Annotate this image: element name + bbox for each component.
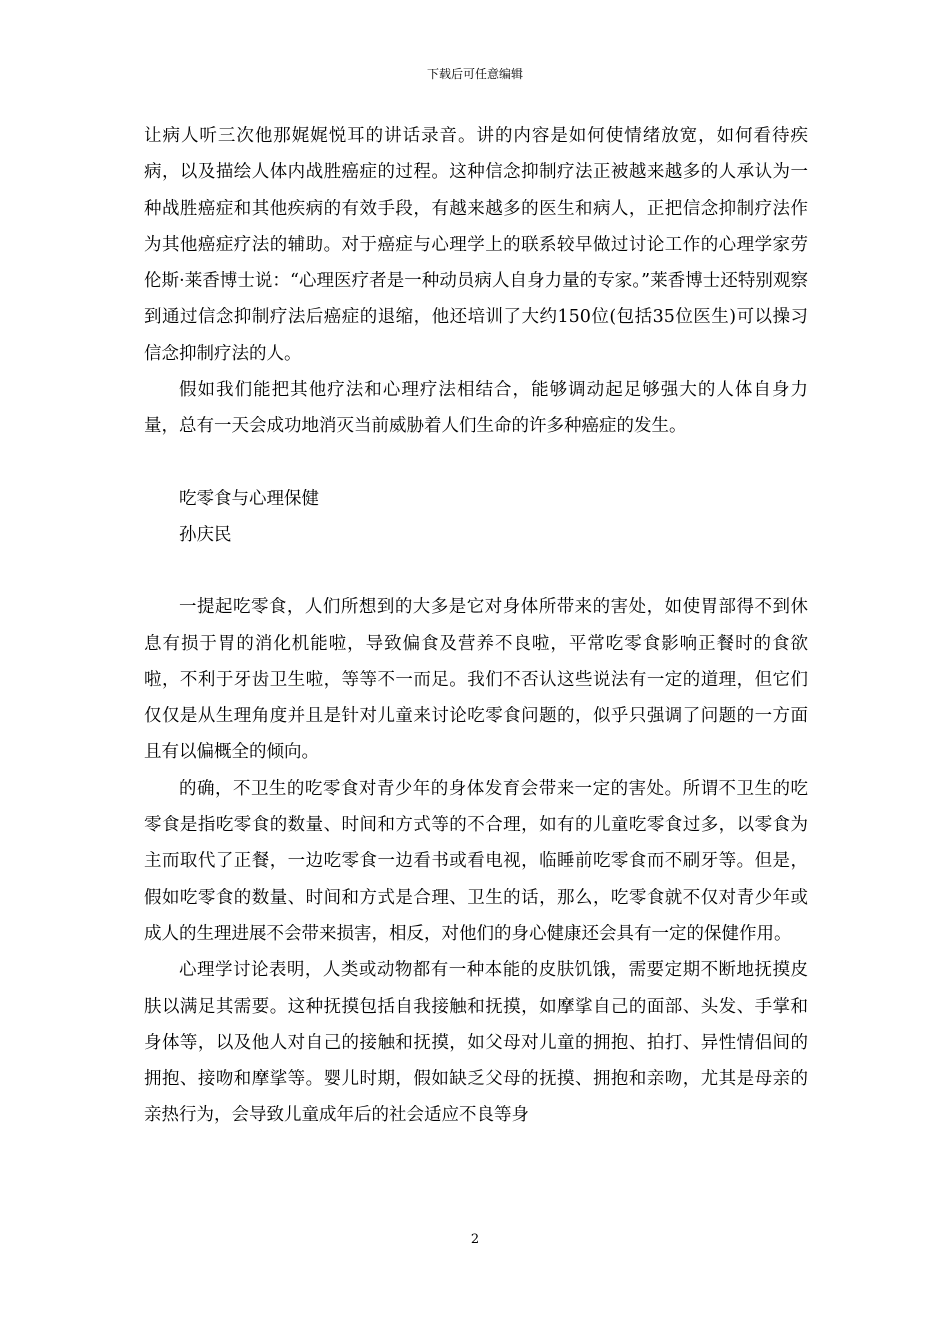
document-body: [144, 118, 808, 1134]
header-note: 下载后可任意编辑: [426, 67, 523, 81]
article-title: 吃零食与心理保健: [179, 488, 319, 509]
paragraph: 心理学讨论表明，人类或动物都有一种本能的皮肤饥饿，需要定期不断地抚摸皮肤以满足其需要。这种抚摸包括自我接触和抚摸，如摩挲自己的面部、头发、手掌和身体等，以及他人对自己的接触和抚摸，如父母对儿童的拥抱、拍打、异性情侣间的拥抱、接吻和摩挲等。婴儿时期，假如缺乏父母的抚摸、拥抱和亲吻，尤其是母亲的亲热行为，会导致儿童成年后的社会适应不良等身: [144, 960, 808, 1126]
paragraph: 一提起吃零食，人们所想到的大多是它对身体所带来的害处，如使胃部得不到休息有损于胃的消化机能啦，导致偏食及营养不良啦，平常吃零食影响正餐时的食欲啦，不利于牙齿卫生啦，等等不一而足。我们不否认这些说法有一定的道理，但它们仅仅是从生理角度并且是针对儿童来讨论吃零食问题的，似乎只强调了问题的一方面且有以偏概全的倾向。: [144, 597, 808, 763]
spacer: [144, 553, 808, 589]
paragraph: 假如我们能把其他疗法和心理疗法相结合，能够调动起足够强大的人体自身力量，总有一天会成功地消灭当前威胁着人们生命的许多种癌症的发生。: [144, 380, 808, 437]
article-author: 孙庆民: [179, 524, 232, 545]
spacer: [144, 445, 808, 481]
paragraph: 的确，不卫生的吃零食对青少年的身体发育会带来一定的害处。所谓不卫生的吃零食是指吃零食的数量、时间和方式等的不合理，如有的儿童吃零食过多，以零食为主而取代了正餐，一边吃零食一边看书或看电视，临睡前吃零食而不刷牙等。但是，假如吃零食的数量、时间和方式是合理、卫生的话，那么，吃零食就不仅对青少年或成人的生理进展不会带来损害，相反，对他们的身心健康还会具有一定的保健作用。: [144, 778, 808, 944]
page-number: 2: [470, 1232, 480, 1247]
paragraph-continuation: 让病人听三次他那娓娓悦耳的讲话录音。讲的内容是如何使情绪放宽，如何看待疾病，以及描绘人体内战胜癌症的过程。这种信念抑制疗法正被越来越多的人承认为一种战胜癌症和其他疾病的有效手段，有越来越多的医生和病人，正把信念抑制疗法作为其他癌症疗法的辅助。对于癌症与心理学上的联系较早做过讨论工作的心理学家劳伦斯·莱香博士说：“心理医疗者是一种动员病人自身力量的专家。”莱香博士还特别观察到通过信念抑制疗法后癌症的退缩，他还培训了大约150位(包括35位医生)可以操习信念抑制疗法的人。: [144, 126, 808, 364]
